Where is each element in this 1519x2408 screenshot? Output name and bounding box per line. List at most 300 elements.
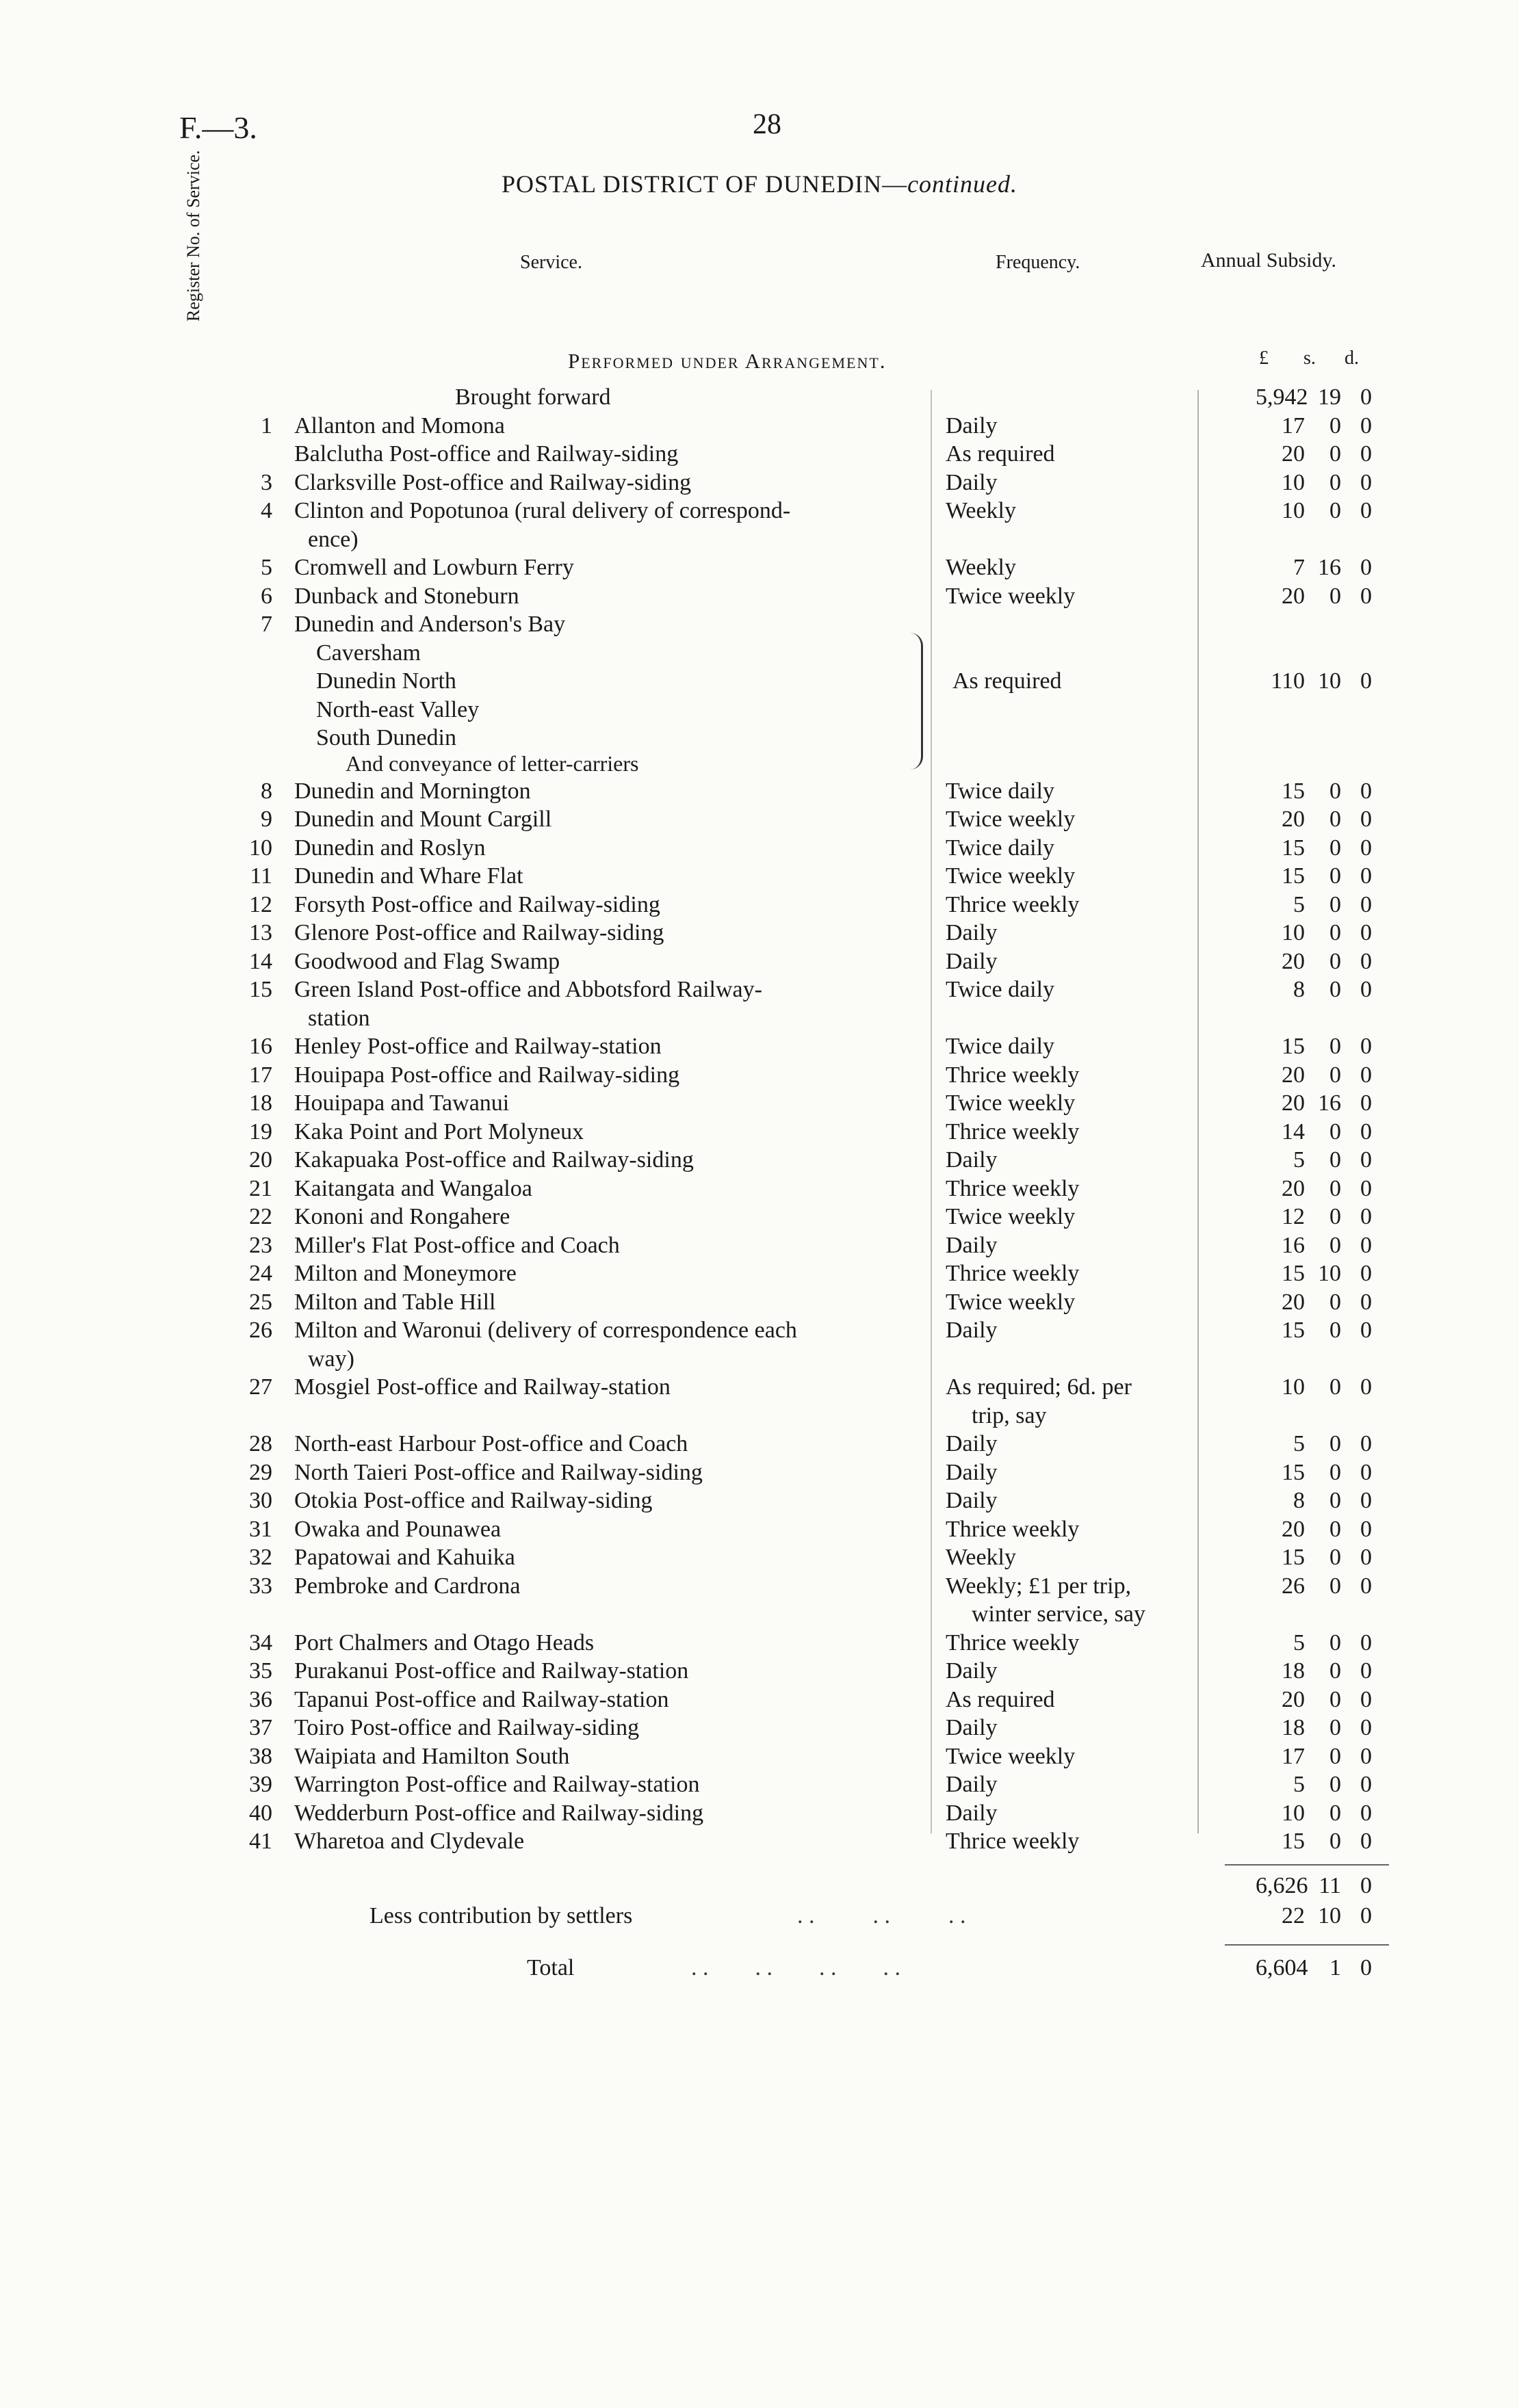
service-name: Allanton and Momona — [294, 413, 505, 439]
service-name: Purakanui Post-office and Railway-station — [294, 1658, 689, 1684]
register-number: 41 — [249, 1829, 272, 1854]
leader-dots: . . . . . . . . — [691, 1955, 900, 1980]
subsidy-pounds: 15 — [1282, 778, 1305, 804]
total-pounds: 6,604 — [1256, 1955, 1308, 1980]
subsidy-pounds: 5 — [1293, 1630, 1305, 1656]
register-number: 32 — [249, 1545, 272, 1570]
service-name: Forsyth Post-office and Railway-siding — [294, 891, 660, 917]
column-header-subsidy: Annual Subsidy. — [1201, 249, 1337, 272]
frequency: Weekly; £1 per trip, — [946, 1573, 1132, 1599]
service-name: Kaka Point and Port Molyneux — [294, 1118, 584, 1144]
service-name: Otokia Post-office and Railway-siding — [294, 1488, 653, 1513]
sub-route-row — [0, 697, 1519, 724]
frequency: Daily — [946, 1658, 998, 1684]
frequency: Daily — [946, 469, 998, 495]
subsidy-pounds: 15 — [1282, 1545, 1305, 1570]
service-name: Clarksville Post-office and Railway-siding — [294, 469, 692, 495]
subsidy-pounds: 5 — [1293, 1147, 1305, 1173]
frequency: Twice weekly — [946, 863, 1076, 889]
table-row — [0, 413, 1519, 441]
table-row — [0, 1090, 1519, 1118]
service-name: Glenore Post-office and Railway-siding — [294, 920, 664, 945]
brought-forward-label: Brought forward — [455, 384, 611, 410]
subsidy-pounds: 15 — [1282, 1261, 1305, 1286]
service-name: Warrington Post-office and Railway-station — [294, 1772, 700, 1797]
subsidy-pence: 0 — [1360, 863, 1372, 889]
table-row — [0, 1062, 1519, 1090]
subsidy-shillings: 0 — [1329, 863, 1341, 889]
frequency-continued: winter service, say — [972, 1601, 1145, 1627]
register-number: 1 — [261, 413, 272, 439]
subsidy-pence: 0 — [1360, 1772, 1372, 1797]
service-name: Milton and Moneymore — [294, 1261, 517, 1286]
service-name: Dunedin and Mornington — [294, 778, 531, 804]
subsidy-pounds: 5 — [1293, 1772, 1305, 1797]
register-number: 30 — [249, 1488, 272, 1513]
service-name: Kaitangata and Wangaloa — [294, 1175, 532, 1201]
frequency: Twice daily — [946, 977, 1055, 1002]
subsidy-pounds: 15 — [1282, 1318, 1305, 1343]
subsidy-shillings: 0 — [1329, 1800, 1341, 1826]
subsidy-pence: 0 — [1360, 555, 1372, 580]
register-number: 37 — [249, 1715, 272, 1740]
table-row — [0, 1687, 1519, 1714]
brought-forward-pounds: 5,942 — [1256, 384, 1308, 410]
table-row — [0, 1829, 1519, 1856]
service-name-continued: way) — [308, 1346, 354, 1372]
table-row — [0, 1630, 1519, 1658]
subsidy-pence: 0 — [1360, 1573, 1372, 1599]
table-row — [0, 1460, 1519, 1487]
subsidy-pounds: 10 — [1282, 498, 1305, 523]
register-number: 3 — [261, 469, 272, 495]
subsidy-pence: 0 — [1360, 413, 1372, 439]
frequency: Daily — [946, 1459, 998, 1485]
subsidy-pounds: 15 — [1282, 1829, 1305, 1854]
subsidy-shillings: 0 — [1329, 413, 1341, 439]
subsidy-shillings: 0 — [1329, 1062, 1341, 1088]
subsidy-pounds: 10 — [1282, 1374, 1305, 1400]
register-number: 39 — [249, 1772, 272, 1797]
service-name: Owaka and Pounawea — [294, 1516, 502, 1542]
service-name: Houipapa Post-office and Railway-siding — [294, 1062, 680, 1088]
subsidy-pence: 0 — [1360, 1147, 1372, 1173]
table-row — [0, 441, 1519, 469]
leader-dots: . . . . . . — [797, 1903, 966, 1928]
subsidy-shillings: 0 — [1329, 807, 1341, 832]
frequency: Thrice weekly — [946, 1175, 1080, 1201]
service-name: Henley Post-office and Railway-station — [294, 1034, 662, 1059]
service-name: Milton and Waronui (delivery of correspondence each — [294, 1318, 797, 1343]
register-number: 34 — [249, 1630, 272, 1656]
table-row-continued — [0, 1403, 1519, 1430]
subsidy-pounds: 10 — [1282, 469, 1305, 495]
table-row — [0, 1318, 1519, 1345]
subsidy-shillings: 0 — [1329, 1630, 1341, 1656]
register-number: 36 — [249, 1686, 272, 1712]
register-number: 20 — [249, 1147, 272, 1173]
table-row — [0, 1801, 1519, 1828]
table-row — [0, 1658, 1519, 1686]
subsidy-pounds: 20 — [1282, 948, 1305, 974]
sub-route-name: Caversham — [316, 640, 421, 666]
currency-pounds-label: £ — [1259, 348, 1269, 369]
table-row — [0, 807, 1519, 834]
section-heading: Performed under Arrangement. — [568, 349, 887, 373]
table-row — [0, 835, 1519, 863]
frequency: Thrice weekly — [946, 1516, 1080, 1542]
subsidy-pence: 0 — [1360, 1545, 1372, 1570]
subsidy-pence: 0 — [1360, 835, 1372, 861]
table-row — [0, 612, 1519, 639]
subsidy-shillings: 0 — [1329, 1431, 1341, 1456]
subsidy-pounds: 20 — [1282, 1686, 1305, 1712]
table-row — [0, 1290, 1519, 1317]
subsidy-pence: 0 — [1360, 1374, 1372, 1400]
subsidy-pounds: 12 — [1282, 1204, 1305, 1229]
frequency: Twice weekly — [946, 1289, 1076, 1315]
frequency: Twice weekly — [946, 583, 1076, 609]
service-name: Balclutha Post-office and Railway-siding — [294, 441, 679, 467]
subsidy-pence: 0 — [1360, 1261, 1372, 1286]
subsidy-pence: 0 — [1360, 807, 1372, 832]
register-number: 19 — [249, 1118, 272, 1144]
brought-forward-row — [0, 384, 1519, 412]
subsidy-pence: 0 — [1360, 1175, 1372, 1201]
table-row — [0, 1034, 1519, 1061]
subsidy-shillings: 0 — [1329, 835, 1341, 861]
subsidy-pounds: 10 — [1282, 920, 1305, 945]
subsidy-pounds: 5 — [1293, 1431, 1305, 1456]
subsidy-shillings: 0 — [1329, 1459, 1341, 1485]
subsidy-pounds: 18 — [1282, 1715, 1305, 1740]
subsidy-pence: 0 — [1360, 1090, 1372, 1116]
register-number: 33 — [249, 1573, 272, 1599]
subsidy-pounds: 15 — [1282, 835, 1305, 861]
service-name: North-east Harbour Post-office and Coach — [294, 1431, 688, 1456]
subsidy-shillings: 0 — [1329, 1488, 1341, 1513]
subsidy-pounds: 20 — [1282, 1062, 1305, 1088]
register-number: 21 — [249, 1175, 272, 1201]
frequency: Weekly — [946, 498, 1016, 523]
service-name: Toiro Post-office and Railway-siding — [294, 1715, 640, 1740]
service-name: Kakapuaka Post-office and Railway-siding — [294, 1147, 694, 1173]
subsidy-pence: 0 — [1360, 1715, 1372, 1740]
service-name-continued: station — [308, 1005, 370, 1031]
brought-forward-shillings: 19 — [1318, 384, 1341, 410]
frequency: Twice daily — [946, 835, 1055, 861]
subsidy-pounds: 26 — [1282, 1573, 1305, 1599]
sub-route-row — [0, 725, 1519, 752]
table-row-continued — [0, 527, 1519, 554]
sub-route-row — [0, 640, 1519, 668]
subsidy-pence: 0 — [1360, 441, 1372, 467]
service-name: Milton and Table Hill — [294, 1289, 496, 1315]
subsidy-pounds: 8 — [1293, 977, 1305, 1002]
table-row — [0, 920, 1519, 947]
table-row — [0, 1744, 1519, 1771]
frequency-continued: trip, say — [972, 1402, 1047, 1428]
frequency: Daily — [946, 1147, 998, 1173]
subsidy-pounds: 20 — [1282, 1516, 1305, 1542]
subsidy-pounds: 5 — [1293, 891, 1305, 917]
frequency: Daily — [946, 1772, 998, 1797]
subsidy-shillings: 0 — [1329, 1147, 1341, 1173]
subsidy-pounds: 17 — [1282, 1743, 1305, 1769]
subsidy-pounds: 20 — [1282, 807, 1305, 832]
table-row — [0, 1772, 1519, 1799]
sub-route-name: Dunedin North — [316, 668, 456, 694]
subsidy-pence: 0 — [1360, 1743, 1372, 1769]
service-name: Tapanui Post-office and Railway-station — [294, 1686, 669, 1712]
subsidy-shillings: 0 — [1329, 1034, 1341, 1059]
subsidy-shillings: 16 — [1318, 1090, 1341, 1116]
frequency: Twice daily — [946, 1034, 1055, 1059]
subsidy-pence: 0 — [1360, 1232, 1372, 1258]
subsidy-pounds: 15 — [1282, 1034, 1305, 1059]
service-name: Papatowai and Kahuika — [294, 1545, 515, 1570]
subsidy-pounds: 8 — [1293, 1488, 1305, 1513]
subsidy-pence: 0 — [1360, 668, 1372, 694]
subsidy-pounds: 14 — [1282, 1118, 1305, 1144]
frequency: Daily — [946, 948, 998, 974]
subsidy-pounds: 17 — [1282, 413, 1305, 439]
subsidy-pence: 0 — [1360, 583, 1372, 609]
service-name: Dunedin and Roslyn — [294, 835, 486, 861]
subsidy-pounds: 15 — [1282, 1459, 1305, 1485]
service-name: Clinton and Popotunoa (rural delivery of correspond- — [294, 498, 791, 523]
total-label: Total — [527, 1955, 575, 1980]
table-row — [0, 1147, 1519, 1175]
register-number: 10 — [249, 835, 272, 861]
service-name: Port Chalmers and Otago Heads — [294, 1630, 595, 1656]
subsidy-shillings: 0 — [1329, 1545, 1341, 1570]
subsidy-pence: 0 — [1360, 469, 1372, 495]
less-pence: 0 — [1360, 1903, 1372, 1928]
table-row-continued — [0, 1346, 1519, 1374]
table-row — [0, 1545, 1519, 1572]
frequency: Daily — [946, 1488, 998, 1513]
subsidy-pence: 0 — [1360, 1686, 1372, 1712]
table-row — [0, 1119, 1519, 1147]
table-row — [0, 1517, 1519, 1544]
subsidy-shillings: 0 — [1329, 1118, 1341, 1144]
subtotal-row — [0, 1873, 1519, 1900]
table-row — [0, 1573, 1519, 1601]
subsidy-pence: 0 — [1360, 920, 1372, 945]
table-row — [0, 977, 1519, 1004]
register-number: 6 — [261, 583, 272, 609]
subsidy-shillings: 0 — [1329, 977, 1341, 1002]
subsidy-pence: 0 — [1360, 1118, 1372, 1144]
register-number: 16 — [249, 1034, 272, 1059]
register-number: 28 — [249, 1431, 272, 1456]
conveyance-note: And conveyance of letter-carriers — [346, 750, 639, 776]
service-name: Kononi and Rongahere — [294, 1204, 510, 1229]
total-pence: 0 — [1360, 1955, 1372, 1980]
subsidy-shillings: 0 — [1329, 441, 1341, 467]
subsidy-pence: 0 — [1360, 498, 1372, 523]
register-number: 15 — [249, 977, 272, 1002]
subsidy-shillings: 0 — [1329, 469, 1341, 495]
register-number: 18 — [249, 1090, 272, 1116]
subsidy-pounds: 20 — [1282, 583, 1305, 609]
subsidy-pence: 0 — [1360, 1829, 1372, 1854]
service-name: Dunedin and Mount Cargill — [294, 807, 552, 832]
register-number: 8 — [261, 778, 272, 804]
table-row — [0, 778, 1519, 806]
subsidy-shillings: 0 — [1329, 1374, 1341, 1400]
register-number: 31 — [249, 1516, 272, 1542]
subsidy-pence: 0 — [1360, 1800, 1372, 1826]
table-row — [0, 1204, 1519, 1231]
subsidy-pence: 0 — [1360, 1658, 1372, 1684]
frequency: Daily — [946, 1431, 998, 1456]
frequency: Thrice weekly — [946, 1261, 1080, 1286]
table-row — [0, 1488, 1519, 1515]
frequency: Thrice weekly — [946, 1118, 1080, 1144]
subsidy-shillings: 0 — [1329, 1204, 1341, 1229]
table-row-continued — [0, 1006, 1519, 1033]
table-row — [0, 892, 1519, 919]
sub-route-row — [0, 668, 1519, 696]
service-name-continued: ence) — [308, 526, 359, 552]
subsidy-pence: 0 — [1360, 1516, 1372, 1542]
frequency: Daily — [946, 1715, 998, 1740]
register-number: 12 — [249, 891, 272, 917]
service-name: Pembroke and Cardrona — [294, 1573, 521, 1599]
conveyance-row — [0, 751, 1519, 778]
frequency: Twice weekly — [946, 1090, 1076, 1116]
column-header-register — [183, 150, 272, 322]
subsidy-shillings: 0 — [1329, 1658, 1341, 1684]
frequency: Daily — [946, 1318, 998, 1343]
frequency: Thrice weekly — [946, 1630, 1080, 1656]
service-name: Goodwood and Flag Swamp — [294, 948, 560, 974]
table-row — [0, 1233, 1519, 1260]
subsidy-pence: 0 — [1360, 1318, 1372, 1343]
service-name: Wharetoa and Clydevale — [294, 1829, 525, 1854]
subtotal-pounds: 6,626 — [1256, 1873, 1308, 1898]
subsidy-pounds: 20 — [1282, 1175, 1305, 1201]
subsidy-shillings: 0 — [1329, 1573, 1341, 1599]
subsidy-shillings: 0 — [1329, 948, 1341, 974]
subsidy-shillings: 0 — [1329, 1516, 1341, 1542]
subsidy-shillings: 0 — [1329, 1175, 1341, 1201]
register-number: 14 — [249, 948, 272, 974]
subsidy-pounds: 18 — [1282, 1658, 1305, 1684]
subsidy-shillings: 16 — [1318, 555, 1341, 580]
register-number: 40 — [249, 1800, 272, 1826]
subsidy-pence: 0 — [1360, 1431, 1372, 1456]
register-number: 9 — [261, 807, 272, 832]
table-row — [0, 498, 1519, 525]
subsidy-pounds: 10 — [1282, 1800, 1305, 1826]
subsidy-shillings: 0 — [1329, 778, 1341, 804]
frequency: As required — [952, 668, 1062, 694]
frequency: Thrice weekly — [946, 891, 1080, 917]
currency-pence-label: d. — [1345, 348, 1359, 369]
frequency: As required; 6d. per — [946, 1374, 1132, 1400]
frequency: As required — [946, 441, 1055, 467]
table-row — [0, 1431, 1519, 1458]
document-reference: F.—3. — [179, 110, 257, 145]
frequency: Thrice weekly — [946, 1062, 1080, 1088]
register-number: 22 — [249, 1204, 272, 1229]
less-contribution-label: Less contribution by settlers — [369, 1903, 633, 1928]
subsidy-pence: 0 — [1360, 1488, 1372, 1513]
frequency: Twice daily — [946, 778, 1055, 804]
table-row — [0, 1374, 1519, 1402]
frequency: As required — [946, 1686, 1055, 1712]
less-pounds: 22 — [1282, 1903, 1305, 1928]
subsidy-shillings: 0 — [1329, 1772, 1341, 1797]
service-name: Waipiata and Hamilton South — [294, 1743, 570, 1769]
frequency: Twice weekly — [946, 1204, 1076, 1229]
register-number: 5 — [261, 555, 272, 580]
register-number: 26 — [249, 1318, 272, 1343]
subsidy-pounds: 20 — [1282, 441, 1305, 467]
register-number: 27 — [249, 1374, 272, 1400]
table-row — [0, 470, 1519, 497]
service-name: North Taieri Post-office and Railway-siding — [294, 1459, 703, 1485]
service-name: Miller's Flat Post-office and Coach — [294, 1232, 620, 1258]
title-main: POSTAL DISTRICT OF DUNEDIN— — [501, 170, 908, 198]
subsidy-pounds: 110 — [1271, 668, 1305, 694]
register-number: 7 — [261, 612, 272, 637]
table-row — [0, 555, 1519, 582]
table-row — [0, 1176, 1519, 1203]
page-number: 28 — [753, 109, 781, 140]
register-number: 23 — [249, 1232, 272, 1258]
service-name: Cromwell and Lowburn Ferry — [294, 555, 574, 580]
service-name: Wedderburn Post-office and Railway-siding — [294, 1800, 704, 1826]
register-number: 11 — [250, 863, 272, 889]
subsidy-pounds: 20 — [1282, 1289, 1305, 1315]
register-number: 4 — [261, 498, 272, 523]
subsidy-pence: 0 — [1360, 948, 1372, 974]
total-shillings: 1 — [1329, 1955, 1341, 1980]
subsidy-shillings: 0 — [1329, 1289, 1341, 1315]
table-row — [0, 863, 1519, 891]
subsidy-shillings: 10 — [1318, 668, 1341, 694]
subtotal-pence: 0 — [1360, 1873, 1372, 1898]
subsidy-shillings: 0 — [1329, 920, 1341, 945]
service-name: Mosgiel Post-office and Railway-station — [294, 1374, 671, 1400]
page-title — [0, 170, 1519, 198]
subsidy-shillings: 10 — [1318, 1261, 1341, 1286]
register-number: 35 — [249, 1658, 272, 1684]
subsidy-shillings: 0 — [1329, 1743, 1341, 1769]
service-name: Dunedin and Whare Flat — [294, 863, 523, 889]
frequency: Daily — [946, 413, 998, 439]
subsidy-pence: 0 — [1360, 1459, 1372, 1485]
subsidy-pounds: 15 — [1282, 863, 1305, 889]
subsidy-pence: 0 — [1360, 977, 1372, 1002]
column-header-register-label: Register No. of Service. — [183, 150, 203, 322]
subsidy-shillings: 0 — [1329, 583, 1341, 609]
frequency: Weekly — [946, 1545, 1016, 1570]
frequency: Daily — [946, 1800, 998, 1826]
sub-route-name: South Dunedin — [316, 725, 456, 750]
subtotal-shillings: 11 — [1319, 1873, 1341, 1898]
register-number: 29 — [249, 1459, 272, 1485]
subsidy-shillings: 0 — [1329, 498, 1341, 523]
table-row-continued — [0, 1601, 1519, 1629]
subsidy-pence: 0 — [1360, 1289, 1372, 1315]
frequency: Twice weekly — [946, 807, 1076, 832]
subsidy-pence: 0 — [1360, 778, 1372, 804]
